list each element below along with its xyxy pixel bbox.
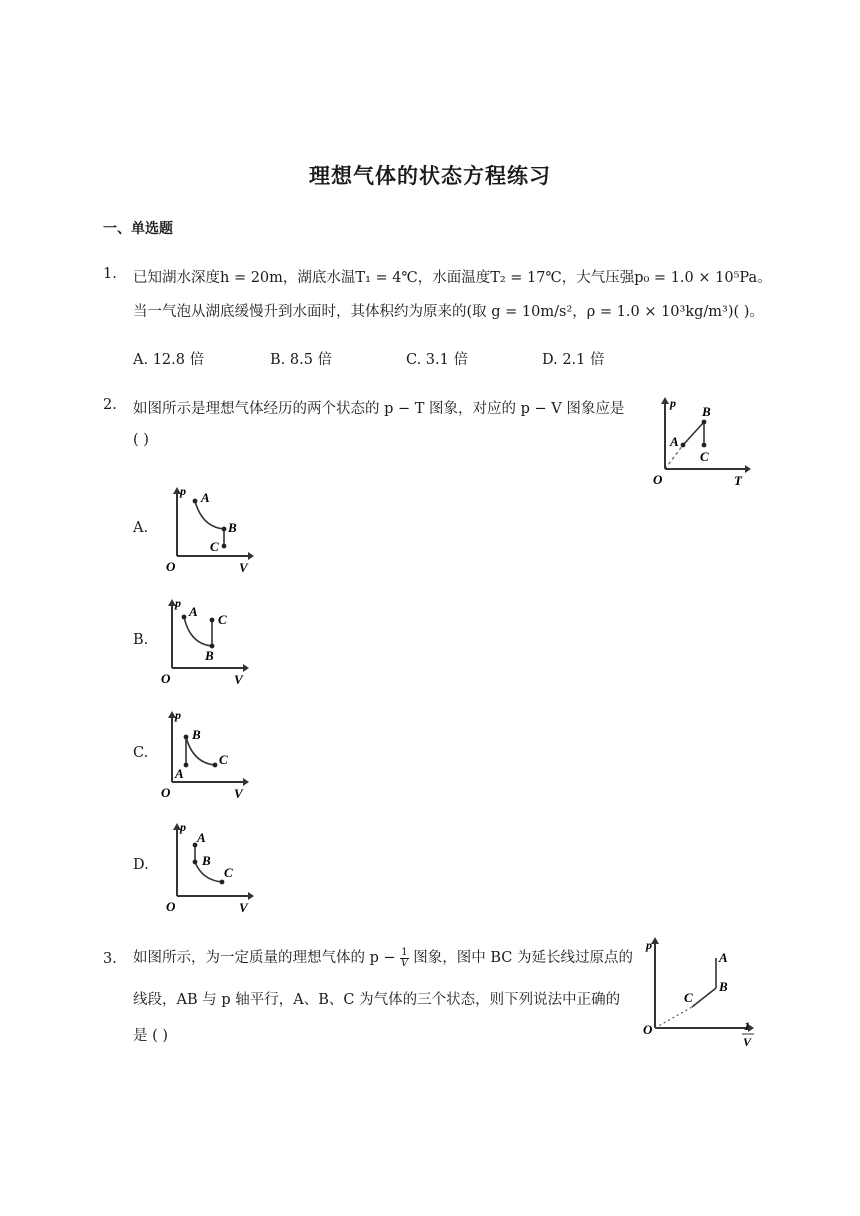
q3-p-invv-figure — [640, 930, 765, 1048]
q3-number: 3. — [103, 951, 117, 967]
point-b — [702, 420, 707, 425]
svg-text:B: B — [228, 520, 237, 535]
svg-text:1: 1 — [744, 1019, 750, 1033]
label-p: p — [670, 396, 676, 410]
svg-text:C: C — [684, 990, 693, 1005]
svg-text:O: O — [643, 1022, 653, 1037]
label-c: C — [700, 449, 709, 464]
svg-text:A: A — [719, 950, 728, 965]
svg-text:O: O — [166, 559, 176, 574]
label-o: O — [653, 472, 663, 487]
q1-option-b[interactable]: B. 8.5 倍 — [270, 352, 333, 368]
q3-text-line2: 线段，AB 与 p 轴平行，A、B、C 为气体的三个状态，则下列说法中正确的 — [133, 992, 621, 1008]
label-t: T — [734, 473, 742, 488]
svg-text:C: C — [218, 612, 227, 627]
q3-text-line3: 是 ( ) — [133, 1028, 169, 1044]
q2-option-b-figure[interactable] — [155, 594, 255, 686]
q2-text-line2: ( ) — [133, 432, 149, 448]
q2-number: 2. — [103, 397, 117, 413]
q3-fraction: $\frac{1}{V}$ — [400, 946, 409, 969]
svg-text:V: V — [239, 900, 248, 914]
svg-text:B: B — [719, 979, 728, 994]
svg-text:A: A — [197, 830, 206, 845]
svg-text:C: C — [210, 539, 219, 554]
svg-text:C: C — [219, 752, 228, 767]
q2-option-c-label[interactable]: C. — [133, 745, 149, 761]
q1-text-line2: 当一气泡从湖底缓慢升到水面时，其体积约为原来的(取 g = 10m/s²，ρ = 1.0 × 10³kg/m³)( )。 — [133, 304, 764, 320]
label-a: A — [670, 434, 679, 449]
q3-text-line1b: 图象，图中 BC 为延长线过原点的 — [413, 950, 633, 966]
q2-option-d-label[interactable]: D. — [133, 857, 149, 873]
q2-option-c-figure[interactable] — [155, 706, 255, 800]
q1-option-a[interactable]: A. 12.8 倍 — [133, 352, 205, 368]
q3-text-line1a: 如图所示，为一定质量的理想气体的 p − — [133, 950, 396, 966]
svg-text:p: p — [180, 820, 186, 834]
q1-option-d[interactable]: D. 2.1 倍 — [542, 352, 605, 368]
q2-option-d-figure[interactable] — [160, 818, 260, 914]
svg-text:O: O — [161, 671, 171, 686]
q2-text-line1: 如图所示是理想气体经历的两个状态的 p − T 图象，对应的 p − V 图象应是 — [133, 401, 625, 417]
svg-text:p: p — [180, 484, 186, 498]
svg-text:B: B — [192, 727, 201, 742]
svg-text:V: V — [743, 1035, 752, 1048]
svg-text:C: C — [224, 865, 233, 880]
point-c — [702, 443, 707, 448]
svg-text:B: B — [205, 648, 214, 663]
svg-text:A: A — [201, 490, 210, 505]
q2-option-a-figure[interactable] — [160, 482, 260, 574]
svg-text:p: p — [175, 708, 181, 722]
q2-option-a-label[interactable]: A. — [133, 520, 149, 536]
label-b: B — [702, 404, 711, 419]
q1-option-c[interactable]: C. 3.1 倍 — [406, 352, 468, 368]
svg-text:O: O — [166, 899, 176, 914]
q1-text-line1: 已知湖水深度h = 20m，湖底水温T₁ = 4℃，水面温度T₂ = 17℃，大气压强p₀ = 1.0 × 10⁵Pa。 — [133, 270, 772, 286]
svg-text:A: A — [175, 766, 184, 781]
segment-ab — [683, 422, 704, 445]
t-axis-arrow — [745, 465, 751, 473]
svg-text:p: p — [646, 938, 652, 952]
svg-text:p: p — [175, 596, 181, 610]
section-heading: 一、单选题 — [103, 221, 173, 237]
svg-text:V: V — [239, 560, 248, 574]
q2-option-b-label[interactable]: B. — [133, 632, 149, 648]
p-axis-arrow — [661, 397, 669, 404]
svg-text:V: V — [234, 672, 243, 686]
q3-text-line1 — [133, 946, 633, 969]
svg-text:A: A — [189, 604, 198, 619]
point-a — [681, 443, 686, 448]
svg-text:B: B — [202, 853, 211, 868]
page-title: 理想气体的状态方程练习 — [309, 164, 551, 188]
svg-text:V: V — [234, 786, 243, 800]
svg-text:O: O — [161, 785, 171, 800]
q1-number: 1. — [103, 266, 117, 282]
q2-pt-figure — [648, 392, 754, 490]
